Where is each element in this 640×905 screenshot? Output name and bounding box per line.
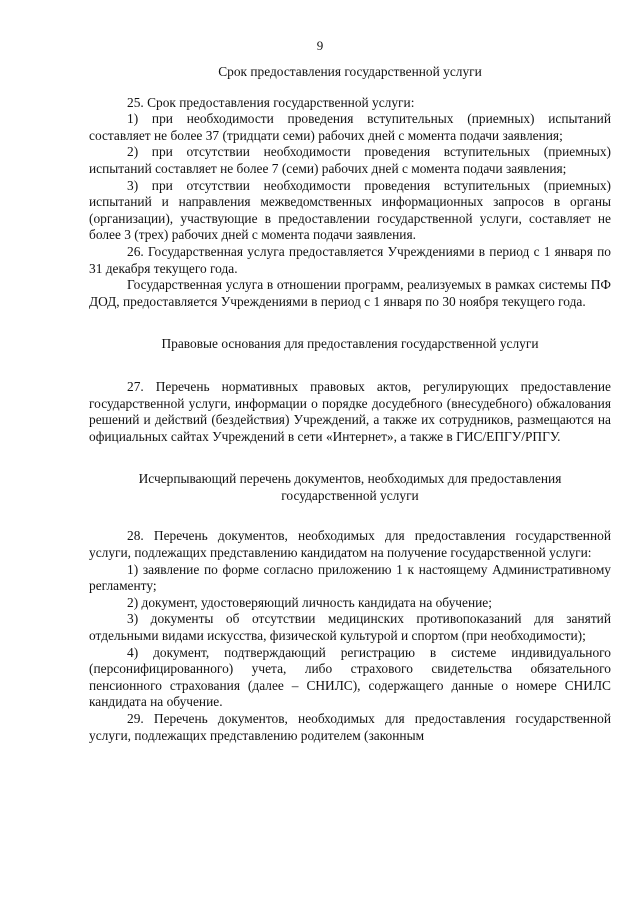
section-heading-term: Срок предоставления государственной услуги — [218, 64, 482, 79]
page-number: 9 — [316, 38, 324, 53]
paragraph-26-b: Государственная услуга в отношении программ, реализуемых в рамках системы ПФ ДОД, предоставляется Учреждениями в период с 1 января по 30 ноября текущего года. — [89, 277, 611, 309]
section-heading-documents: Исчерпывающий перечень документов, необходимых для предоставления государственной услуги — [138, 471, 562, 503]
paragraph-25-item-2: 2) при отсутствии необходимости проведения вступительных (приемных) испытаний составляет не более 7 (семи) рабочих дней с момента подачи заявления; — [89, 144, 611, 176]
paragraph-27: 27. Перечень нормативных правовых актов, регулирующих предоставление государственной услуги, информации о порядке досудебного (внесудебного) обжалования решений и действий (бездействия) Учреждений, а также их сотрудников, размещаются на официальных сайтах Учреждений в сети «Интернет», а также в ГИС/ЕПГУ/РПГУ. — [89, 378, 611, 444]
paragraph-25-item-3: 3) при отсутствии необходимости проведения вступительных (приемных) испытаний и направления межведомственных информационных запросов в органы (организации), участвующие в предоставлении государственной услуги, составляет не более 3 (трех) рабочих дней с момента подачи заявления. — [89, 177, 611, 243]
paragraph-29: 29. Перечень документов, необходимых для предоставления государственной услуги, подлежащих представлению родителем (законным — [89, 711, 611, 743]
paragraph-28-item-2: 2) документ, удостоверяющий личность кандидата на обучение; — [127, 594, 492, 610]
paragraph-25: 25. Срок предоставления государственной услуги: — [127, 94, 415, 110]
paragraph-28-item-3: 3) документы об отсутствии медицинских противопоказаний для занятий отдельными видами искусства, физической культурой и спортом (при необходимости); — [89, 611, 611, 644]
section-heading-legal: Правовые основания для предоставления государственной услуги — [161, 336, 539, 352]
paragraph-28: 28. Перечень документов, необходимых для предоставления государственной услуги, подлежащих представлению кандидатом на получение государственной услуги: — [89, 528, 611, 561]
document-body — [89, 64, 611, 744]
paragraph-28-item-4: 4) документ, подтверждающий регистрацию в системе индивидуального (персонифицированного) учета, либо страхового свидетельства обязательного пенсионного страхования (далее – СНИЛС), содержащего данные о номере СНИЛС кандидата на обучение. — [89, 644, 611, 710]
paragraph-28-item-1: 1) заявление по форме согласно приложению 1 к настоящему Административному регламенту; — [89, 561, 611, 594]
paragraph-25-item-1: 1) при необходимости проведения вступительных (приемных) испытаний составляет не более 37 (тридцати семи) рабочих дней с момента подачи заявления; — [89, 111, 611, 143]
paragraph-26: 26. Государственная услуга предоставляется Учреждениями в период с 1 января по 31 декабря текущего года. — [89, 243, 611, 276]
